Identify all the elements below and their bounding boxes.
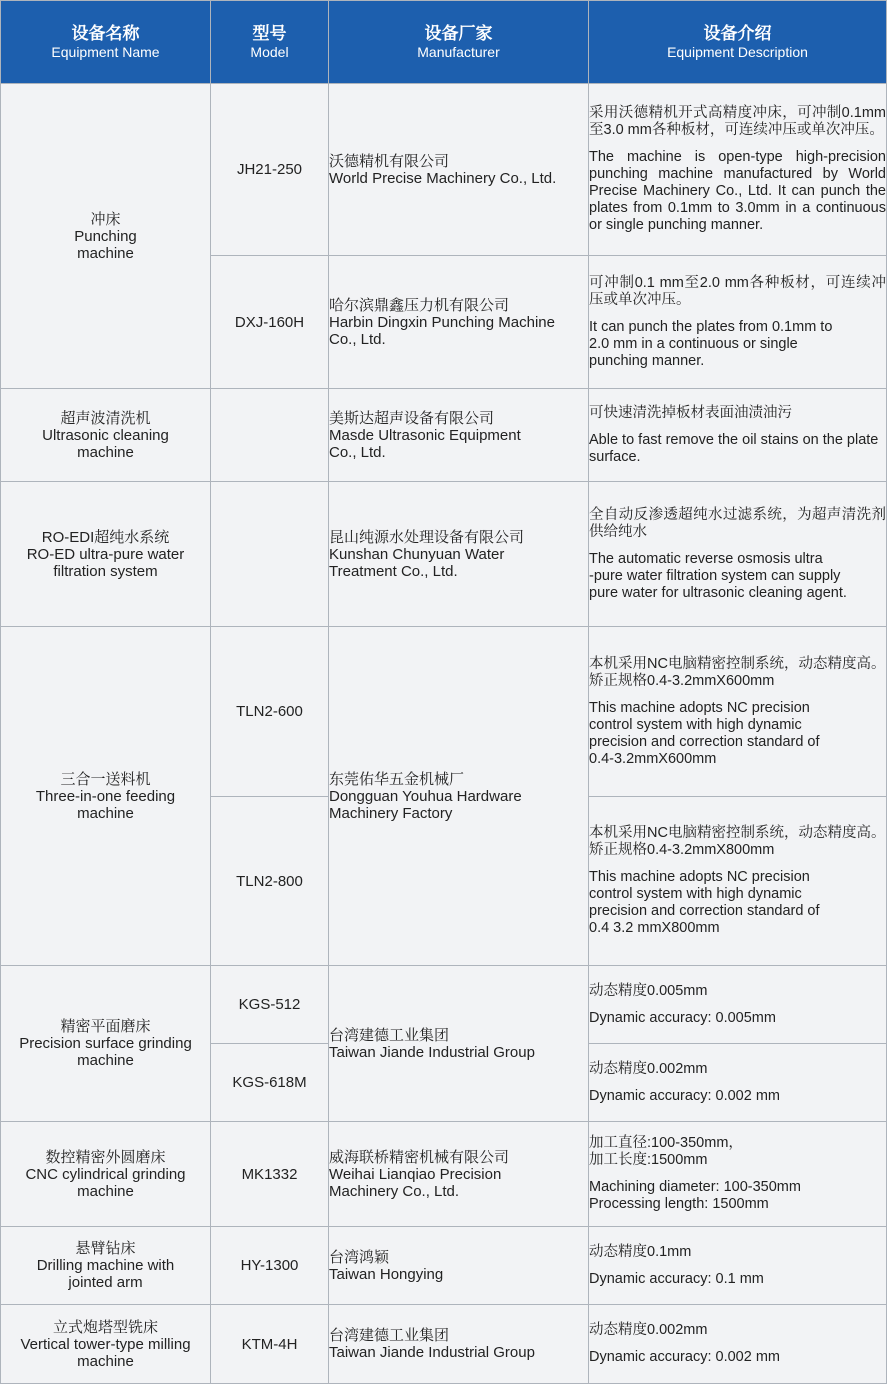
description-en: Dynamic accuracy: 0.005mm xyxy=(589,1009,776,1026)
model-cell: KGS-618M xyxy=(211,1044,329,1122)
manufacturer-en: Taiwan Hongying xyxy=(329,1265,444,1283)
header-equipment-name xyxy=(1,1,211,84)
description-cell xyxy=(589,797,887,966)
description-cn: 动态精度0.002mm xyxy=(589,1322,708,1338)
equipment-name-en: Drilling machine with xyxy=(36,1257,175,1274)
model-cell: KGS-512 xyxy=(211,966,329,1044)
manufacturer-en: Taiwan Jiande Industrial Group xyxy=(329,1043,535,1061)
manufacturer-cell xyxy=(329,627,589,966)
manufacturer-cell xyxy=(329,1305,589,1384)
equipment-name-en: machine xyxy=(77,244,134,262)
manufacturer-en: Weihai Lianqiao Precision xyxy=(329,1165,502,1183)
equipment-name-en: machine xyxy=(77,1052,134,1069)
manufacturer-cn: 台湾建德工业集团 xyxy=(329,1327,450,1344)
table-row xyxy=(1,482,887,627)
description-en xyxy=(589,1179,886,1213)
manufacturer-cell xyxy=(329,256,589,389)
table-row xyxy=(1,389,887,482)
model-cell: JH21-250 xyxy=(211,84,329,256)
description-cell xyxy=(589,256,887,389)
description-line: 加工直径:100-350mm， xyxy=(589,1135,743,1151)
description-cn: 采用沃德精机开式高精度冲床，可冲制0.1mm至3.0 mm各种板材，可连续冲压或单次冲压。 xyxy=(589,105,886,138)
equipment-name-cn: 精密平面磨床 xyxy=(60,1018,151,1035)
header-en: Equipment Description xyxy=(667,43,808,60)
model-cell: TLN2-800 xyxy=(211,797,329,966)
header-description xyxy=(589,1,887,84)
manufacturer-cn: 美斯达超声设备有限公司 xyxy=(329,409,495,427)
description-line: precision and correction standard of xyxy=(589,733,820,750)
model-cell: TLN2-600 xyxy=(211,627,329,797)
equipment-name-en: machine xyxy=(77,443,134,461)
equipment-name-cell xyxy=(1,1227,211,1305)
description-en: Dynamic accuracy: 0.002 mm xyxy=(589,1349,780,1365)
manufacturer-en: Taiwan Jiande Industrial Group xyxy=(329,1344,535,1361)
description-cn: 可冲制0.1 mm至2.0 mm各种板材，可连续冲压或单次冲压。 xyxy=(589,274,886,308)
description-cn xyxy=(589,825,886,859)
description-line: This machine adopts NC precision xyxy=(589,699,810,716)
description-cn: 可快速清洗掉板材表面油渍油污 xyxy=(589,404,792,421)
table-row xyxy=(1,1122,887,1227)
manufacturer-cell xyxy=(329,966,589,1122)
description-cell xyxy=(589,482,887,627)
table-row xyxy=(1,627,887,797)
equipment-name-en: machine xyxy=(77,1352,134,1370)
description-en xyxy=(589,551,886,602)
equipment-name-cell xyxy=(1,1305,211,1384)
description-cell xyxy=(589,389,887,482)
equipment-name-cn: 立式炮塔型铣床 xyxy=(52,1318,158,1336)
description-line: 本机采用NC电脑精密控制系统，动态精度高。 xyxy=(589,825,886,841)
model-cell xyxy=(211,389,329,482)
model-cell: KTM-4H xyxy=(211,1305,329,1384)
description-line: punching manner. xyxy=(589,352,705,369)
description-en: The machine is open-type high-precision punching machine manufactured by World Precise Machinery Co., Ltd. It can punch the plates from 0.1mm to 3.0mm in a continuous or single punching manner. xyxy=(589,149,886,233)
description-line: The automatic reverse osmosis ultra xyxy=(589,550,823,567)
manufacturer-cn: 威海联桥精密机械有限公司 xyxy=(329,1148,510,1166)
equipment-name-en: Vertical tower-type milling xyxy=(20,1335,191,1353)
header-cn: 设备厂家 xyxy=(424,23,493,43)
description-en: Able to fast remove the oil stains on the plate surface. xyxy=(589,431,879,465)
equipment-name-cell xyxy=(1,1122,211,1227)
model-cell xyxy=(211,482,329,627)
description-line: Machining diameter: 100-350mm xyxy=(589,1179,801,1195)
description-line: control system with high dynamic xyxy=(589,886,802,902)
description-line: 0.4-3.2mmX600mm xyxy=(589,750,717,767)
description-cell xyxy=(589,84,887,256)
header-cn: 设备名称 xyxy=(71,23,140,43)
manufacturer-cn: 哈尔滨鼎鑫压力机有限公司 xyxy=(329,296,510,314)
manufacturer-en: Harbin Dingxin Punching Machine xyxy=(329,313,555,331)
description-en: Dynamic accuracy: 0.002 mm xyxy=(589,1087,780,1104)
description-en xyxy=(589,700,886,768)
manufacturer-cell xyxy=(329,1122,589,1227)
equipment-name-cell xyxy=(1,84,211,389)
model-cell: HY-1300 xyxy=(211,1227,329,1305)
description-line: 2.0 mm in a continuous or single xyxy=(589,335,798,352)
description-cn xyxy=(589,1135,886,1169)
manufacturer-cn: 东莞佑华五金机械厂 xyxy=(329,770,465,788)
equipment-name-cn: 三合一送料机 xyxy=(60,770,151,788)
header-row xyxy=(1,1,887,84)
description-cn: 动态精度0.005mm xyxy=(589,982,708,999)
equipment-name-cn: 冲床 xyxy=(90,210,121,228)
header-manufacturer xyxy=(329,1,589,84)
description-line: control system with high dynamic xyxy=(589,716,802,733)
table-row xyxy=(1,966,887,1044)
description-cn: 全自动反渗透超纯水过滤系统，为超声清洗剂供给纯水 xyxy=(589,506,886,540)
description-line: precision and correction standard of xyxy=(589,903,820,919)
description-line: 0.4 3.2 mmX800mm xyxy=(589,920,720,936)
description-line: -pure water filtration system can supply xyxy=(589,567,841,584)
description-line: 本机采用NC电脑精密控制系统，动态精度高。 xyxy=(589,655,886,672)
description-cell xyxy=(589,1044,887,1122)
manufacturer-en: Machinery Factory xyxy=(329,804,453,822)
manufacturer-cn: 台湾鸿颖 xyxy=(329,1248,390,1266)
table-row xyxy=(1,1227,887,1305)
header-en: Equipment Name xyxy=(51,43,160,60)
description-line: This machine adopts NC precision xyxy=(589,869,810,885)
equipment-name-en: RO-ED ultra-pure water xyxy=(26,545,185,563)
equipment-name-cn: 悬臂钻床 xyxy=(75,1240,136,1257)
description-cell xyxy=(589,1122,887,1227)
description-en: Dynamic accuracy: 0.1 mm xyxy=(589,1270,764,1287)
manufacturer-en: Dongguan Youhua Hardware xyxy=(329,787,522,805)
equipment-name-cn: 超声波清洗机 xyxy=(60,409,151,427)
manufacturer-en: World Precise Machinery Co., Ltd. xyxy=(329,169,557,187)
manufacturer-en: Masde Ultrasonic Equipment xyxy=(329,426,521,444)
header-en: Model xyxy=(250,43,289,60)
description-cn: 动态精度0.002mm xyxy=(589,1060,708,1077)
equipment-name-cell xyxy=(1,389,211,482)
equipment-name-cell xyxy=(1,482,211,627)
manufacturer-en: Treatment Co., Ltd. xyxy=(329,562,458,580)
header-en: Manufacturer xyxy=(417,43,500,60)
manufacturer-en: Machinery Co., Ltd. xyxy=(329,1182,460,1200)
model-cell: MK1332 xyxy=(211,1122,329,1227)
equipment-name-en: Three-in-one feeding xyxy=(35,787,176,805)
manufacturer-cell xyxy=(329,84,589,256)
equipment-name-en: Precision surface grinding xyxy=(19,1035,192,1052)
header-cn: 设备介绍 xyxy=(703,23,772,43)
equipment-name-cell xyxy=(1,966,211,1122)
equipment-name-en: jointed arm xyxy=(68,1274,143,1291)
description-en xyxy=(589,869,886,937)
description-cell xyxy=(589,1305,887,1384)
equipment-name-en: Punching xyxy=(74,227,137,245)
manufacturer-en: Co., Ltd. xyxy=(329,443,386,461)
header-model xyxy=(211,1,329,84)
manufacturer-en: Co., Ltd. xyxy=(329,330,386,348)
description-line: 矫正规格0.4-3.2mmX800mm xyxy=(589,842,775,858)
manufacturer-cn: 台湾建德工业集团 xyxy=(329,1026,450,1044)
manufacturer-cell xyxy=(329,482,589,627)
manufacturer-en: Kunshan Chunyuan Water xyxy=(329,545,505,563)
equipment-name-en: machine xyxy=(77,1182,134,1200)
manufacturer-cell xyxy=(329,389,589,482)
equipment-name-cn: 数控精密外圆磨床 xyxy=(45,1148,166,1166)
description-line: 矫正规格0.4-3.2mmX600mm xyxy=(589,672,775,689)
equipment-name-en: Ultrasonic cleaning xyxy=(42,426,169,444)
description-cell xyxy=(589,966,887,1044)
description-cell xyxy=(589,627,887,797)
equipment-name-cn: RO-EDI超纯水系统 xyxy=(41,528,170,546)
description-cn xyxy=(589,656,886,690)
description-line: pure water for ultrasonic cleaning agent. xyxy=(589,584,847,601)
description-line: Processing length: 1500mm xyxy=(589,1196,769,1212)
manufacturer-cn: 沃德精机有限公司 xyxy=(329,152,450,170)
description-cn: 动态精度0.1mm xyxy=(589,1243,692,1260)
equipment-name-en: CNC cylindrical grinding xyxy=(25,1165,186,1183)
table-row xyxy=(1,84,887,256)
description-line: 加工长度:1500mm xyxy=(589,1152,708,1168)
equipment-name-en: filtration system xyxy=(53,562,158,580)
model-cell: DXJ-160H xyxy=(211,256,329,389)
description-cell xyxy=(589,1227,887,1305)
equipment-name-en: machine xyxy=(77,804,134,822)
header-cn: 型号 xyxy=(252,23,287,43)
description-line: It can punch the plates from 0.1mm to xyxy=(589,318,833,335)
manufacturer-cell xyxy=(329,1227,589,1305)
table-row xyxy=(1,1305,887,1384)
manufacturer-cn: 昆山纯源水处理设备有限公司 xyxy=(329,528,525,546)
equipment-name-cell xyxy=(1,627,211,966)
description-en xyxy=(589,319,886,370)
